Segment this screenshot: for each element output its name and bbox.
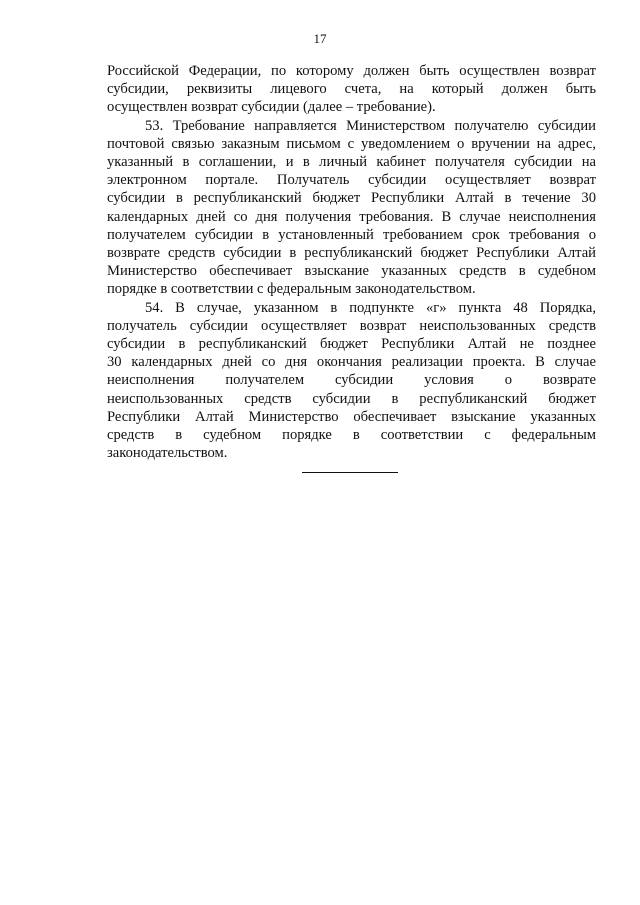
text-line: субсидии, реквизиты лицевого счета, на который должен быть [107, 81, 596, 98]
document-body [107, 62, 596, 462]
end-divider-line [302, 472, 398, 473]
text-line: возврате средств субсидии в республиканский бюджет Республики Алтай [107, 245, 596, 262]
text-line: неиспользованных средств субсидии в республиканский бюджет [107, 390, 596, 407]
text-line: Министерство обеспечивает взыскание указанных средств в судебном [107, 263, 596, 280]
text-line: порядке в соответствии с федеральным законодательством. [107, 281, 476, 298]
text-line: субсидии в республиканский бюджет Республики Алтай не позднее [107, 336, 596, 353]
page-number: 17 [313, 31, 327, 46]
text-line: почтовой связью заказным письмом с уведомлением о вручении на адрес, [107, 135, 596, 152]
text-line: средств в судебном порядке в соответствии с федеральным [107, 427, 596, 444]
text-line: законодательством. [107, 445, 228, 462]
text-line: Республики Алтай Министерство обеспечивает взыскание указанных [107, 408, 596, 425]
paragraph-54 [107, 299, 596, 463]
paragraph-53 [107, 117, 596, 299]
text-line: указанный в соглашении, и в личный кабинет получателя субсидии на [107, 154, 596, 171]
text-line: осуществлен возврат субсидии (далее – требование). [107, 99, 436, 116]
text-line: 54. В случае, указанном в подпункте «г» пункта 48 Порядка, [145, 299, 596, 316]
text-line: 30 календарных дней со дня окончания реализации проекта. В случае [107, 354, 596, 371]
paragraph-52-continuation [107, 62, 596, 117]
text-line: получателем субсидии в установленный требованием срок требования о [107, 226, 596, 243]
text-line: получатель субсидии осуществляет возврат неиспользованных средств [107, 317, 596, 334]
text-line: 53. Требование направляется Министерством получателю субсидии [145, 117, 596, 134]
text-line: субсидии в республиканский бюджет Республики Алтай в течение 30 [107, 190, 596, 207]
text-line: неисполнения получателем субсидии условия о возврате [107, 372, 596, 389]
text-line: электронном портале. Получатель субсидии осуществляет возврат [107, 172, 596, 189]
text-line: Российской Федерации, по которому должен быть осуществлен возврат [107, 63, 596, 79]
text-line: календарных дней со дня получения требования. В случае неисполнения [107, 208, 596, 225]
